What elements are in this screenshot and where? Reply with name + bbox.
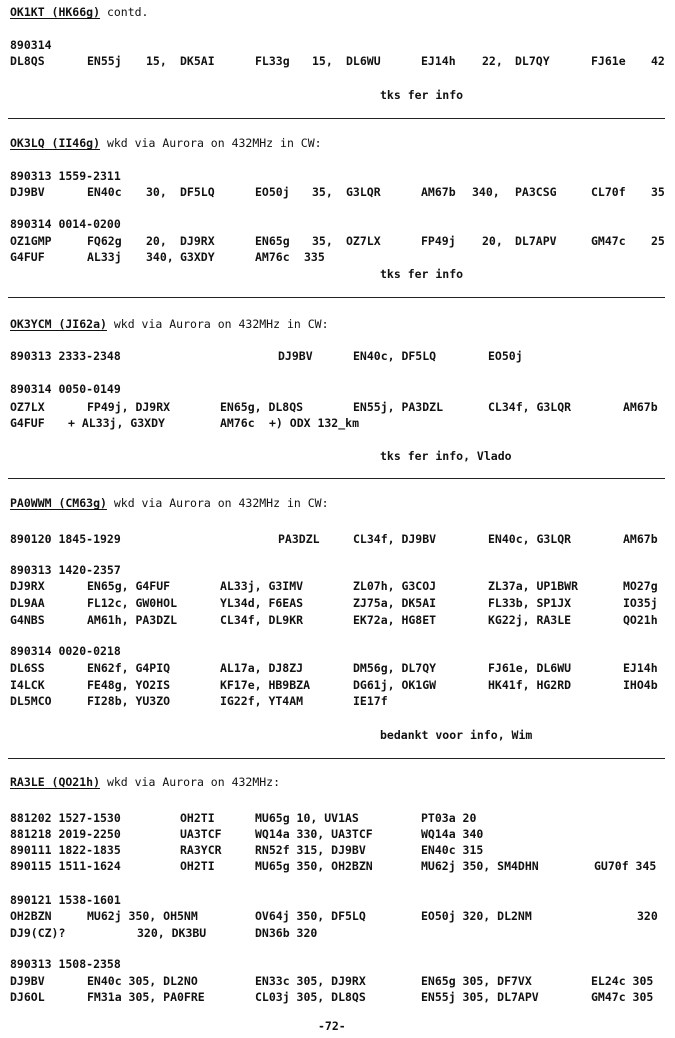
section-callsign: OK1KT (HK66g): [10, 5, 101, 19]
section-callsign: OK3YCM (JI62a): [10, 317, 107, 331]
section-callsign: RA3LE (QO21h): [10, 775, 101, 789]
divider: [8, 478, 665, 479]
section-header-rest: wkd via Aurora on 432MHz:: [100, 775, 281, 789]
divider: [8, 297, 665, 298]
divider: [8, 118, 665, 119]
section-header-rest: wkd via Aurora on 432MHz in CW:: [106, 317, 329, 331]
section-callsign: OK3LQ (II46g): [10, 136, 101, 150]
section-header-rest: wkd via Aurora on 432MHz in CW:: [100, 136, 322, 150]
section-header-rest: contd.: [100, 5, 149, 19]
section-callsign: PA0WWM (CM63g): [10, 496, 107, 510]
section-header-rest: wkd via Aurora on 432MHz in CW:: [106, 496, 329, 510]
divider: [8, 758, 665, 759]
